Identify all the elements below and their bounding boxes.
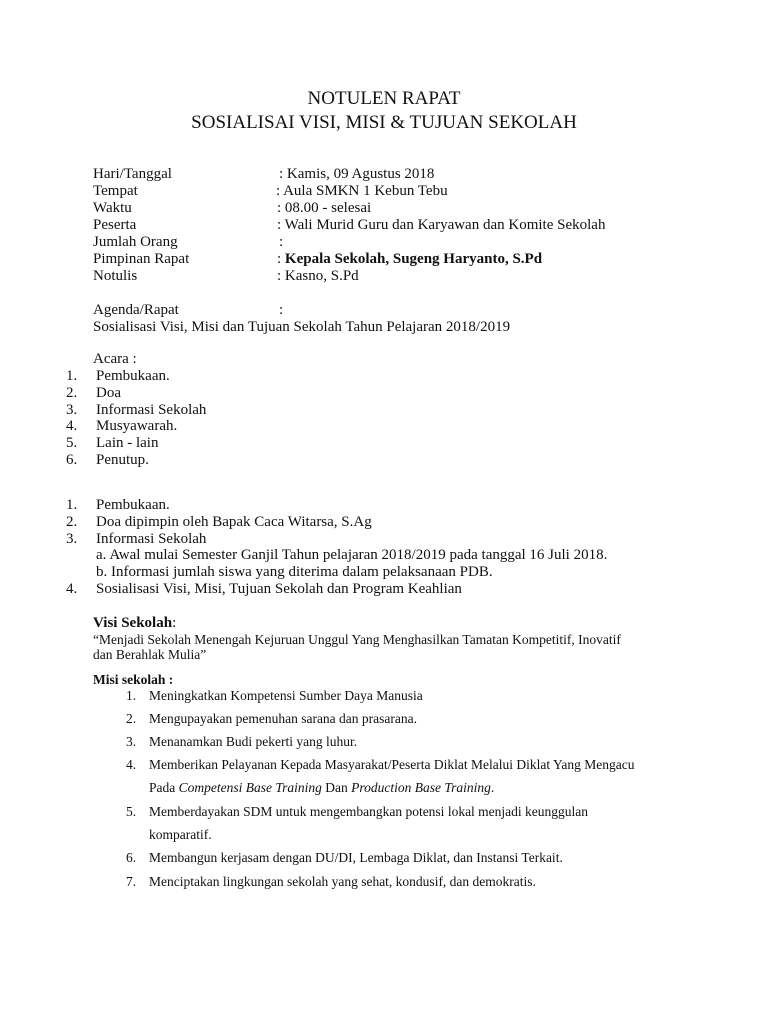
list-item: Sosialisasi Visi, Misi, Tujuan Sekolah dan Program Keahlian bbox=[96, 581, 462, 597]
list-number: 2. bbox=[126, 711, 137, 726]
agenda-colon: : bbox=[279, 302, 284, 318]
info-label: Notulis bbox=[93, 268, 138, 284]
list-number: 3. bbox=[66, 531, 78, 547]
info-label: Waktu bbox=[93, 200, 132, 216]
info-label: Pimpinan Rapat bbox=[93, 251, 190, 267]
list-item: Pembukaan. bbox=[96, 368, 170, 384]
list-item: Informasi Sekolah bbox=[96, 531, 207, 547]
visi-colon: : bbox=[172, 615, 177, 631]
misi-label: Misi sekolah : bbox=[93, 672, 174, 687]
list-number: 1. bbox=[66, 497, 78, 513]
term-production: Production Base Training bbox=[351, 780, 491, 795]
list-item: Menciptakan lingkungan sekolah yang sehat, kondusif, dan demokratis. bbox=[149, 874, 536, 889]
list-number: 3. bbox=[66, 402, 78, 418]
list-number: 3. bbox=[126, 734, 137, 749]
list-item: Mengupayakan pemenuhan sarana dan prasarana. bbox=[149, 711, 418, 726]
info-label: Hari/Tanggal bbox=[93, 166, 172, 182]
list-number: 4. bbox=[66, 418, 78, 434]
info-label: Jumlah Orang bbox=[93, 234, 178, 250]
list-number: 2. bbox=[66, 385, 78, 401]
list-number: 6. bbox=[126, 850, 137, 865]
list-number: 6. bbox=[66, 452, 78, 468]
list-item: Memberikan Pelayanan Kepada Masyarakat/Peserta Diklat Melalui Diklat Yang Mengacu bbox=[149, 757, 635, 772]
list-item: Doa bbox=[96, 385, 121, 401]
list-item: Menanamkan Budi pekerti yang luhur. bbox=[149, 734, 358, 749]
list-number: 4. bbox=[126, 757, 137, 772]
document-subtitle: SOSIALISAI VISI, MISI & TUJUAN SEKOLAH bbox=[191, 112, 577, 133]
visi-heading bbox=[93, 615, 176, 632]
term-competensi: Competensi Base Training bbox=[178, 780, 322, 795]
info-value: : 08.00 - selesai bbox=[277, 200, 372, 216]
list-item: Membangun kerjasam dengan DU/DI, Lembaga Diklat, dan Instansi Terkait. bbox=[149, 850, 563, 865]
info-value-bold: Kepala Sekolah, Sugeng Haryanto, S.Pd bbox=[284, 251, 543, 267]
sub-list-item: a. Awal mulai Semester Ganjil Tahun pelajaran 2018/2019 pada tanggal 16 Juli 2018. bbox=[96, 547, 608, 563]
info-value-pimpinan bbox=[277, 251, 542, 268]
list-number: 1. bbox=[126, 688, 137, 703]
document-title: NOTULEN RAPAT bbox=[307, 88, 461, 109]
acara-label: Acara : bbox=[93, 351, 137, 367]
list-number: 1. bbox=[66, 368, 78, 384]
info-value: : bbox=[279, 234, 284, 250]
agenda-label: Agenda/Rapat bbox=[93, 302, 179, 318]
misi-mid: Dan bbox=[321, 780, 352, 795]
info-label: Tempat bbox=[93, 183, 138, 199]
list-item: Pembukaan. bbox=[96, 497, 170, 513]
list-number: 2. bbox=[66, 514, 78, 530]
info-prefix: : bbox=[277, 251, 285, 267]
misi-pre: Pada bbox=[149, 780, 179, 795]
list-number: 7. bbox=[126, 874, 137, 889]
visi-label: Visi Sekolah bbox=[93, 615, 173, 631]
list-item: Musyawarah. bbox=[96, 418, 178, 434]
misi-post: . bbox=[490, 780, 495, 795]
list-item: Memberdayakan SDM untuk mengembangkan potensi lokal menjadi keunggulan bbox=[149, 804, 589, 819]
info-value: : Wali Murid Guru dan Karyawan dan Komite Sekolah bbox=[277, 217, 606, 233]
list-number: 5. bbox=[126, 804, 137, 819]
info-value: : Kamis, 09 Agustus 2018 bbox=[279, 166, 435, 182]
list-item-continuation bbox=[149, 780, 494, 796]
list-item: Meningkatkan Kompetensi Sumber Daya Manusia bbox=[149, 688, 423, 703]
agenda-text: Sosialisasi Visi, Misi dan Tujuan Sekolah Tahun Pelajaran 2018/2019 bbox=[93, 319, 511, 335]
visi-text: “Menjadi Sekolah Menengah Kejuruan Unggul Yang Menghasilkan Tamatan Kompetitif, Inovatif bbox=[93, 632, 621, 647]
list-item: Penutup. bbox=[96, 452, 149, 468]
list-item: Informasi Sekolah bbox=[96, 402, 207, 418]
list-number: 5. bbox=[66, 435, 78, 451]
visi-text: dan Berahlak Mulia” bbox=[93, 647, 207, 662]
info-value: : Aula SMKN 1 Kebun Tebu bbox=[276, 183, 448, 199]
sub-list-item: b. Informasi jumlah siswa yang diterima dalam pelaksanaan PDB. bbox=[96, 564, 493, 580]
info-value: : Kasno, S.Pd bbox=[277, 268, 359, 284]
info-label: Peserta bbox=[93, 217, 137, 233]
list-item: Lain - lain bbox=[96, 435, 159, 451]
list-number: 4. bbox=[66, 581, 78, 597]
list-item-continuation: komparatif. bbox=[149, 827, 212, 842]
list-item: Doa dipimpin oleh Bapak Caca Witarsa, S.Ag bbox=[96, 514, 372, 530]
